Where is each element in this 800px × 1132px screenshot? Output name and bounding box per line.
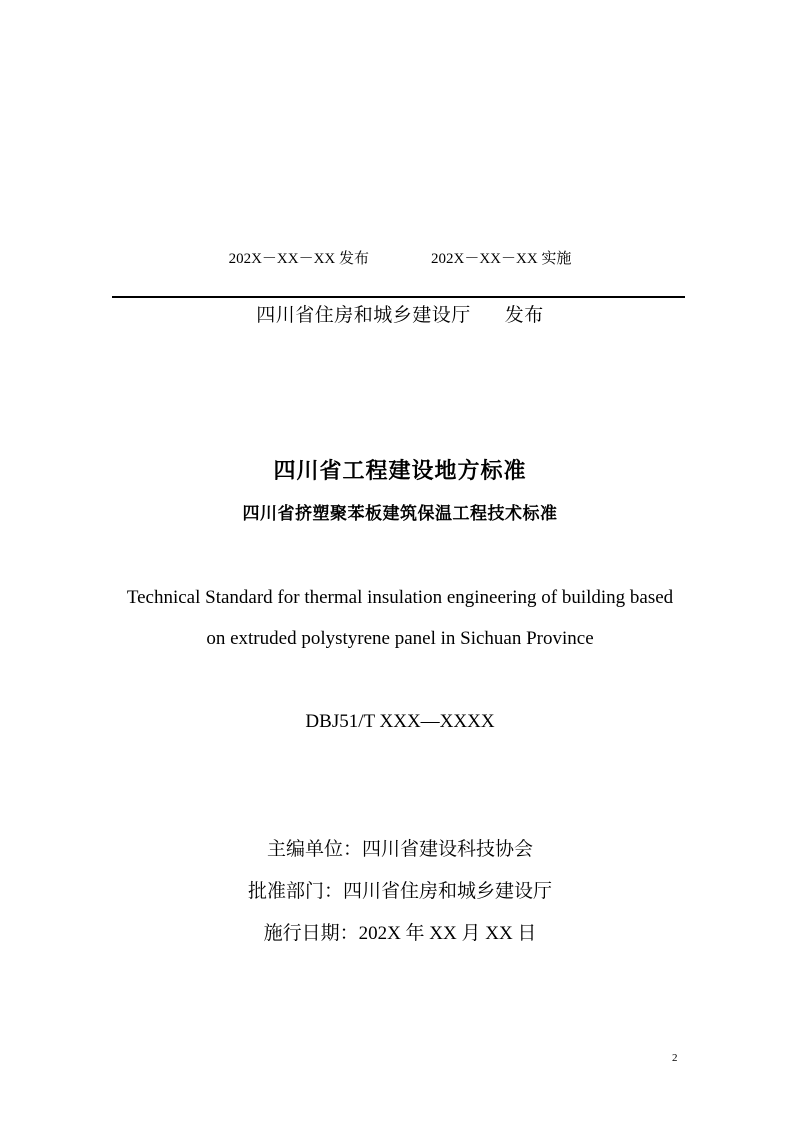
page-number: 2 (672, 1052, 678, 1064)
issuer-line (0, 302, 800, 328)
effective-date-line (0, 920, 800, 947)
approver-value: 四川省住房和城乡建设厅 (343, 880, 553, 902)
editor-unit-line (0, 836, 800, 862)
effective-date: 202X－XX－XX 实施 (431, 251, 572, 267)
publish-dates-line (0, 249, 800, 269)
standard-title-cn: 四川省挤塑聚苯板建筑保温工程技术标准 (242, 504, 558, 524)
standard-title-en-line2: on extruded polystyrene panel in Sichuan Province (206, 628, 594, 649)
approver-label: 批准部门： (247, 880, 343, 902)
publish-date: 202X－XX－XX 发布 (228, 251, 369, 267)
standard-title-en-line1: Technical Standard for thermal insulation engineering of building based (126, 587, 674, 608)
standard-category: 四川省工程建设地方标准 (273, 459, 527, 484)
editor-unit-label: 主编单位： (266, 838, 362, 860)
header-rule (112, 296, 685, 298)
issuer-action: 发布 (504, 304, 544, 326)
issuer-name: 四川省住房和城乡建设厅 (256, 304, 471, 326)
approver-line (0, 878, 800, 904)
editor-unit-value: 四川省建设科技协会 (362, 838, 534, 860)
effective-date-label: 施行日期： (263, 922, 359, 944)
standard-code: DBJ51/T XXX—XXXX (305, 711, 495, 732)
effective-date-value: 202X 年 XX 月 XX 日 (358, 923, 537, 944)
